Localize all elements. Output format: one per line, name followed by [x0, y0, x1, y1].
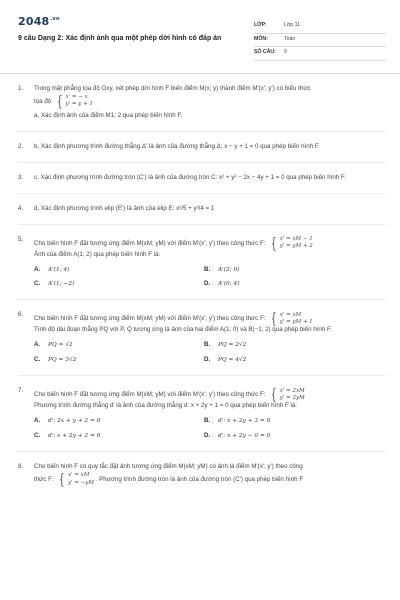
- question-number: 6.: [18, 311, 24, 319]
- answer-option-b[interactable]: B. PQ = 2√2: [204, 341, 247, 349]
- question-text: Cho biến hình F đặt tương ứng điểm M(xM; yM) với điểm M'(x'; y') theo công thức F:: [34, 315, 266, 323]
- question-number: 4.: [18, 204, 24, 212]
- question-prompt: Phương trình đường thẳng d' là ảnh của đường thẳng d: x + 2y + 1 = 0 qua phép biến hình F là:: [34, 402, 297, 410]
- meta-row-class: LỚP: Lớp 11: [254, 20, 386, 34]
- meta-row-count: SỐ CÂU: 9: [254, 47, 386, 61]
- formula-system: { x' = xM y' = yM + 1: [271, 309, 313, 328]
- question-prompt: Tính độ dài đoạn thẳng PQ với P, Q tương ứng là ảnh của hai điểm A(1; 0) và B(−1; 2) qua phép biến hình F.: [34, 326, 332, 334]
- formula-system: { x' = xM y' = −yM: [59, 470, 94, 489]
- question-text: Cho biến hình F đặt tương ứng điểm M(xM; yM) với điểm M'(x'; y') theo công thức F:: [34, 239, 266, 247]
- question-text: d, Xác định phương trình elip (E') là ảnh của elip E: x²/5 + y²/4 = 1: [34, 204, 215, 212]
- formula-system: { x' = xM − 1 y' = yM + 2: [271, 233, 313, 252]
- question-number: 7.: [18, 387, 24, 395]
- answer-options: [34, 341, 386, 365]
- question-6: [18, 311, 386, 365]
- question-number: 8.: [18, 463, 24, 471]
- header-divider: [0, 73, 400, 74]
- page-title: 9 câu Dạng 2: Xác định ảnh qua một phép dời hình có đáp án: [18, 34, 222, 42]
- answer-option-a[interactable]: A. A'(1; 4): [34, 265, 70, 273]
- question-number: 3.: [18, 173, 24, 181]
- header: [18, 14, 386, 61]
- question-3: [18, 174, 386, 183]
- answer-option-c[interactable]: C. A'(1; −2): [34, 280, 75, 288]
- divider: [18, 375, 386, 376]
- question-8: 8. Cho biến hình F có quy tắc đặt ảnh tương ứng điểm M(xM; yM) có ảnh là điểm M'(x'; y') theo công thức F: { x' = xM y' = −yM . Phương trình đường tròn là ảnh của đường tròn (C') qua phép biến hình F: [18, 463, 386, 487]
- divider: [18, 451, 386, 452]
- answer-option-b[interactable]: B. d': x + 2y + 3 = 0: [204, 417, 271, 425]
- meta-table: [254, 20, 386, 61]
- question-text: Trong mặt phẳng tọa độ Oxy, xét phép dời hình F biến điểm M(x; y) thành điểm M'(x'; y') có biểu thức: [34, 84, 311, 92]
- formula-system: { x' = 2xM y' = 2yM: [271, 385, 305, 404]
- question-4: [18, 205, 386, 214]
- question-prompt: Ảnh của điểm A(1; 2) qua phép biến hình F là:: [34, 250, 161, 258]
- divider: [18, 193, 386, 194]
- question-5: [18, 233, 386, 290]
- meta-row-subject: MÔN: Toán: [254, 34, 386, 48]
- answer-option-a[interactable]: A. d': 2x + y + 2 = 0: [34, 417, 101, 425]
- answer-options: [34, 417, 386, 441]
- question-2: [18, 143, 386, 152]
- divider: [18, 162, 386, 163]
- answer-option-c[interactable]: C. PQ = 3√2: [34, 356, 77, 364]
- answer-option-b[interactable]: B. A'(2; 0): [204, 265, 240, 273]
- site-logo[interactable]: $2048^{.vn}$: [18, 15, 60, 28]
- question-1: 1. Trong mặt phẳng tọa độ Oxy, xét phép dời hình F biến điểm M(x; y) thành điểm M'(x'; y') có biểu thức tọa độ { x' = − x y' = y + 1 a, Xác định ảnh của điểm M1; 2 qua phép biến hình F.: [18, 85, 386, 121]
- answer-option-a[interactable]: A. PQ = √2: [34, 341, 73, 349]
- answer-option-d[interactable]: D. PQ = 4√2: [204, 356, 247, 364]
- formula-system: { x' = − x y' = y + 1: [56, 91, 93, 110]
- question-number: 2.: [18, 142, 24, 150]
- divider: [18, 299, 386, 300]
- answer-options: [34, 266, 386, 290]
- divider: [18, 131, 386, 132]
- question-text: c, Xác định phương trình đường tròn (C') là ảnh của đường tròn C: x² + y² − 2x − 4y + 1 = 0 qua phép biến hình F.: [34, 173, 346, 181]
- answer-option-d[interactable]: D. d': x + 2y − 0 = 0: [204, 432, 271, 440]
- question-text: Cho biến hình F có quy tắc đặt ảnh tương ứng điểm M(xM; yM) có ảnh là điểm M'(x'; y') theo công: [34, 463, 303, 471]
- question-number: 5.: [18, 235, 24, 243]
- question-7: [18, 387, 386, 441]
- divider: [18, 224, 386, 225]
- sub-question: a, Xác định ảnh của điểm M1; 2 qua phép biến hình F.: [34, 111, 183, 119]
- answer-option-c[interactable]: C. d': x + 2y + 2 = 0: [34, 432, 101, 440]
- answer-option-d[interactable]: D. A'(0; 4): [204, 280, 240, 288]
- question-number: 1.: [18, 84, 24, 92]
- question-text: b, Xác định phương trình đường thẳng Δ' là ảnh của đường thẳng Δ: x − y + 1 = 0 qua phép biến hình F.: [34, 142, 320, 150]
- question-text: Cho biến hình F đặt tương ứng điểm M(xM; yM) với điểm M'(x'; y') theo công thức F:: [34, 391, 266, 399]
